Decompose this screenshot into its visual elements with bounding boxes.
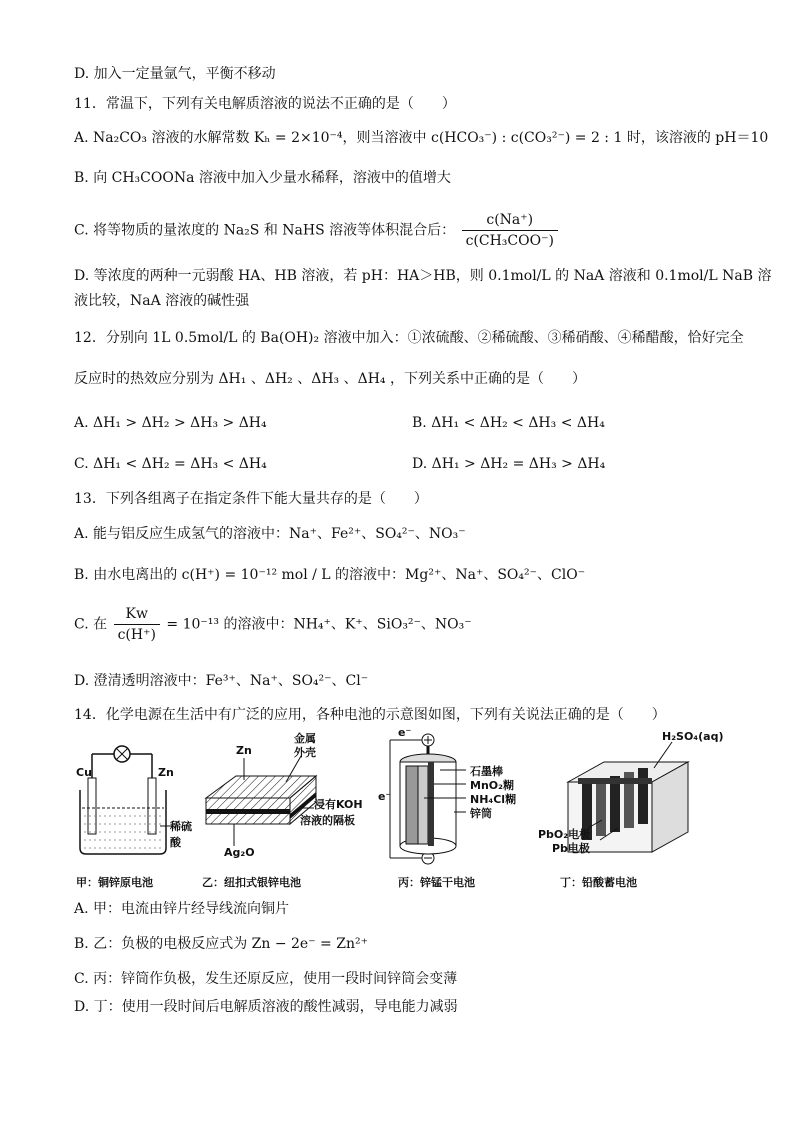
q13-option-a: A. 能与铝反应生成氢气的溶液中：Na⁺、Fe²⁺、SO₄²⁻、NO₃⁻ — [74, 526, 466, 542]
q14-option-d: D. 丁：使用一段时间后电解质溶液的酸性减弱，导电能力减弱 — [74, 999, 458, 1015]
q13-option-c-prefix: C. 在 — [74, 616, 108, 633]
q13-option-c-suffix: = 10⁻¹³ 的溶液中：NH₄⁺、K⁺、SiO₃²⁻、NO₃⁻ — [166, 616, 472, 633]
figure-jia-caption: 甲：铜锌原电池 — [76, 876, 153, 889]
zn-label: Zn — [158, 766, 174, 779]
q11-option-b: B. 向 CH₃COONa 溶液中加入少量水稀释，溶液中的值增大 — [74, 170, 451, 186]
zinc-label: 锌筒 — [470, 807, 492, 820]
q14-option-c: C. 丙：锌筒作负极，发生还原反应，使用一段时间锌筒会变薄 — [74, 971, 458, 987]
e-top-label: e⁻ — [398, 726, 412, 739]
q11-option-c-fraction — [462, 210, 558, 251]
separator-label: 浸有KOH — [314, 798, 363, 811]
separator-label-2: 溶液的隔板 — [300, 814, 355, 827]
shell-label: 金属 — [294, 732, 316, 745]
q13-option-b: B. 由水电离出的 c(H⁺) = 10⁻¹² mol / L 的溶液中：Mg²⁺、Na⁺、SO₄²⁻、ClO⁻ — [74, 567, 586, 583]
q12-option-c: C. ΔH₁ < ΔH₂ = ΔH₃ < ΔH₄ — [74, 456, 267, 472]
pb-label: Pb电极 — [552, 842, 590, 855]
q14-option-b: B. 乙：负极的电极反应式为 Zn − 2e⁻ = Zn²⁺ — [74, 936, 368, 952]
figure-yi-caption: 乙：纽扣式银锌电池 — [202, 876, 301, 889]
figure-ding-lead-acid — [538, 728, 724, 898]
figure-yi-button-cell — [196, 728, 406, 898]
q11-option-d-line2: 液比较，NaA 溶液的碱性强 — [74, 293, 250, 309]
shell-label-2: 外壳 — [294, 746, 316, 759]
fraction-denominator: c(H⁺) — [117, 627, 156, 643]
acid-label: 稀硫酸 — [170, 820, 192, 849]
figure-ding-caption: 丁：铅酸蓄电池 — [560, 876, 637, 889]
graphite-label: 石墨棒 — [470, 765, 503, 778]
ag2o-label: Ag₂O — [224, 846, 255, 859]
fraction-numerator: Kw — [114, 604, 160, 625]
dry-cell-diagram — [384, 728, 544, 868]
q11-stem: 11．常温下，下列有关电解质溶液的说法不正确的是（ ） — [74, 96, 456, 112]
q12-option-d: D. ΔH₁ > ΔH₂ = ΔH₃ > ΔH₄ — [412, 456, 606, 472]
mno2-label: MnO₂糊 — [470, 779, 514, 792]
fraction-numerator: c(Na⁺) — [462, 210, 558, 231]
q11-option-a: A. Na₂CO₃ 溶液的水解常数 Kₕ = 2×10⁻⁴，则当溶液中 c(HCO₃⁻) : c(CO₃²⁻) = 2 : 1 时，该溶液的 pH＝10 — [74, 130, 769, 146]
q12-option-b: B. ΔH₁ < ΔH₂ < ΔH₃ < ΔH₄ — [412, 415, 605, 431]
q11-option-c — [74, 210, 560, 251]
pbo2-label: PbO₂电极 — [538, 828, 591, 841]
cu-label: Cu — [76, 766, 92, 779]
figure-jia-cu-zn-cell — [74, 728, 194, 898]
q12-stem-line1: 12．分别向 1L 0.5mol/L 的 Ba(OH)₂ 溶液中加入：①浓硫酸、②稀硫酸、③稀硝酸、④稀醋酸，恰好完全 — [74, 330, 744, 346]
zn-label: Zn — [236, 744, 252, 757]
q13-option-c-fraction — [114, 604, 160, 645]
q11-option-c-text: C. 将等物质的量浓度的 Na₂S 和 NaHS 溶液等体积混合后： — [74, 222, 456, 239]
q13-option-c — [74, 604, 472, 645]
q11-option-d-line1: D. 等浓度的两种一元弱酸 HA、HB 溶液，若 pH：HA＞HB，则 0.1mol/L 的 NaA 溶液和 0.1mol/L NaB 溶 — [74, 268, 772, 284]
nh4cl-label: NH₄Cl糊 — [470, 793, 517, 806]
figure-bing-dry-cell — [378, 726, 544, 898]
fraction-denominator: c(CH₃COO⁻) — [465, 233, 554, 249]
q12-stem-line2: 反应时的热效应分别为 ΔH₁ 、ΔH₂ 、ΔH₃ 、ΔH₄ ，下列关系中正确的是（ ） — [74, 371, 586, 387]
q13-stem: 13．下列各组离子在指定条件下能大量共存的是（ ） — [74, 491, 428, 507]
q13-option-d: D. 澄清透明溶液中：Fe³⁺、Na⁺、SO₄²⁻、Cl⁻ — [74, 673, 369, 689]
q10-option-d: D. 加入一定量氩气，平衡不移动 — [74, 66, 276, 82]
h2so4-label: H₂SO₄(aq) — [662, 730, 724, 743]
figure-bing-caption: 丙：锌锰干电池 — [398, 876, 475, 889]
q14-option-a: A. 甲：电流由锌片经导线流向铜片 — [74, 901, 290, 917]
q12-option-a: A. ΔH₁ > ΔH₂ > ΔH₃ > ΔH₄ — [74, 415, 267, 431]
e-left-label: e⁻ — [378, 790, 392, 803]
q14-stem: 14．化学电源在生活中有广泛的应用，各种电池的示意图如图，下列有关说法正确的是（ ） — [74, 707, 666, 723]
